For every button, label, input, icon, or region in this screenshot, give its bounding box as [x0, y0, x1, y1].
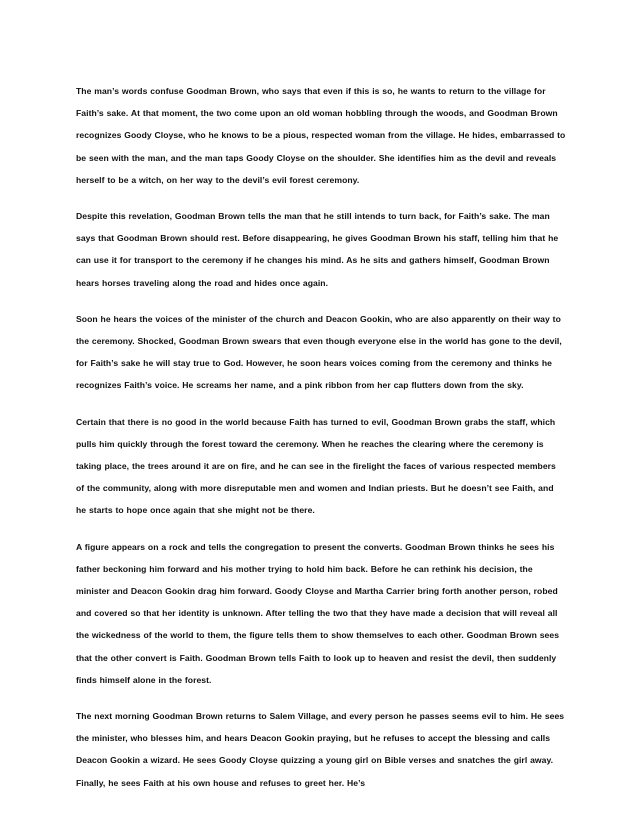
paragraph-4: Certain that there is no good in the world because Faith has turned to evil, Goodman Brown grabs the staff, which pulls him quickly through the forest toward the ceremony. When he reaches the clearing where the ceremony is taking place, the trees around it are on fire, and he can see in the firelight the faces of various respected members of the community, along with more disreputable men and women and Indian priests. But he doesn’t see Faith, and he starts to hope once again that she might not be there. — [76, 416, 556, 516]
paragraph-3: Soon he hears the voices of the minister of the church and Deacon Gookin, who are also apparently on their way to the ceremony. Shocked, Goodman Brown swears that even though everyone else in the world has gone to the devil, for Faith’s sake he will stay true to God. However, he soon hears voices coming from the ceremony and thinks he recognizes Faith’s voice. He screams her name, and a pink ribbon from her cap flutters down from the sky. — [76, 313, 562, 391]
paragraph-5: A figure appears on a rock and tells the congregation to present the converts. Goodman Brown thinks he sees his father beckoning him forward and his mother trying to hold him back. Before he can rethink his decision, the minister and Deacon Gookin drag him forward. Goody Cloyse and Martha Carrier bring forth another person, robed and covered so that her identity is unknown. After telling the two that they have made a decision that will reveal all the wickedness of the world to them, the figure tells them to show themselves to each other. Goodman Brown sees that the other convert is Faith. Goodman Brown tells Faith to look up to heaven and resist the devil, then suddenly finds himself alone in the forest. — [76, 541, 560, 685]
paragraph-1: The man’s words confuse Goodman Brown, who says that even if this is so, he wants to return to the village for Faith’s sake. At that moment, the two come upon an old woman hobbling through the woods, and Goodman Brown recognizes Goody Cloyse, who he knows to be a pious, respected woman from the village. He hides, embarrassed to be seen with the man, and the man taps Goody Cloyse on the shoulder. She identifies him as the devil and reveals herself to be a witch, on her way to the devil’s evil forest ceremony. — [76, 86, 566, 185]
paragraph-2: Despite this revelation, Goodman Brown tells the man that he still intends to turn back, for Faith’s sake. The man says that Goodman Brown should rest. Before disappearing, he gives Goodman Brown his staff, telling him that he can use it for transport to the ceremony if he changes his mind. As he sits and gathers himself, Goodman Brown hears horses traveling along the road and hides once again. — [76, 211, 559, 288]
paragraph-6: The next morning Goodman Brown returns to Salem Village, and every person he passes seems evil to him. He sees the minister, who blesses him, and hears Deacon Gookin praying, but he refuses to accept the blessing and calls Deacon Gookin a wizard. He sees Goody Cloyse quizzing a young girl on Bible verses and snatches the girl away. Finally, he sees Faith at his own house and refuses to greet her. He’s — [76, 711, 565, 788]
document-body — [76, 80, 566, 808]
